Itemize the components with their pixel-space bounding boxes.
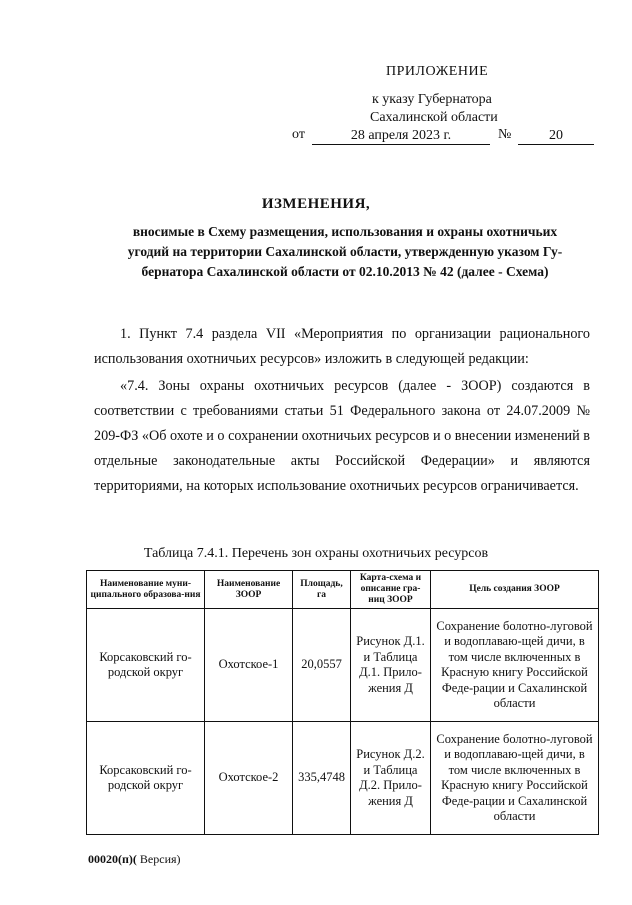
cell-purpose: Сохранение болотно-луговой и водоплаваю-щей дичи, в том числе включенных в Красную книгу Российской Феде-рации и Сахалинской области <box>431 722 599 835</box>
decree-reference: к указу Губернатора <box>372 92 492 107</box>
footer-code: 00020(п)( <box>88 852 137 866</box>
decree-region: Сахалинской области <box>370 110 498 125</box>
cell-zone-name: Охотское-1 <box>205 609 293 722</box>
subtitle-line: угодий на территории Сахалинской области, утвержденную указом Гу- <box>127 244 563 259</box>
paragraph-text: 1. Пункт 7.4 раздела VII «Мероприятия по организации рационального использования охотничьих ресурсов» изложить в следующей редакции: <box>94 326 590 367</box>
header-municipality: Наименование муни-ципального образова-ния <box>87 571 205 609</box>
date-prefix: от <box>292 127 305 142</box>
header-area: Площадь, га <box>293 571 351 609</box>
footer-version: Версия) <box>136 852 181 866</box>
header-map-scheme: Карта-схема и описание гра-ниц ЗООР <box>351 571 431 609</box>
cell-map-scheme: Рисунок Д.2. и Таблица Д.2. Прило-жения Д <box>351 722 431 835</box>
body-paragraph-2 <box>94 374 590 499</box>
cell-purpose: Сохранение болотно-луговой и водоплаваю-щей дичи, в том числе включенных в Красную книгу Российской Феде-рации и Сахалинской области <box>431 609 599 722</box>
cell-area: 335,4748 <box>293 722 351 835</box>
table-caption: Таблица 7.4.1. Перечень зон охраны охотничьих ресурсов <box>143 546 489 561</box>
decree-date: 28 апреля 2023 г. <box>312 127 490 145</box>
cell-municipality: Корсаковский го-родской округ <box>87 609 205 722</box>
zones-table <box>86 570 599 835</box>
decree-date-row <box>292 127 602 147</box>
body-paragraph-1 <box>94 322 590 372</box>
header-purpose: Цель создания ЗООР <box>431 571 599 609</box>
number-prefix: № <box>498 127 512 142</box>
appendix-title: ПРИЛОЖЕНИЕ <box>386 64 489 79</box>
header-zone-name: Наименование ЗООР <box>205 571 293 609</box>
table-row <box>87 722 599 835</box>
cell-map-scheme: Рисунок Д.1. и Таблица Д.1. Прило-жения Д <box>351 609 431 722</box>
cell-zone-name: Охотское-2 <box>205 722 293 835</box>
table-header-row <box>87 571 599 609</box>
document-title: ИЗМЕНЕНИЯ, <box>261 196 371 212</box>
table-row <box>87 609 599 722</box>
document-footer-code <box>88 852 181 867</box>
subtitle-line: бернатора Сахалинской области от 02.10.2013 № 42 (далее - Схема) <box>141 264 549 279</box>
subtitle-line: вносимые в Схему размещения, использования и охраны охотничьих <box>132 224 558 239</box>
cell-area: 20,0557 <box>293 609 351 722</box>
paragraph-text: «7.4. Зоны охраны охотничьих ресурсов (далее - ЗООР) создаются в соответствии с требованиями статьи 51 Федерального закона от 24.07.2009 № 209-ФЗ «Об охоте и о сохранении охотничьих ресурсов и о внесении изменений в отдельные законодательные акты Российской Федерации» и являются территориями, на которых использование охотничьих ресурсов ограничивается. <box>94 378 590 494</box>
cell-municipality: Корсаковский го-родской округ <box>87 722 205 835</box>
document-subtitle <box>100 222 590 282</box>
decree-number: 20 <box>518 127 594 145</box>
